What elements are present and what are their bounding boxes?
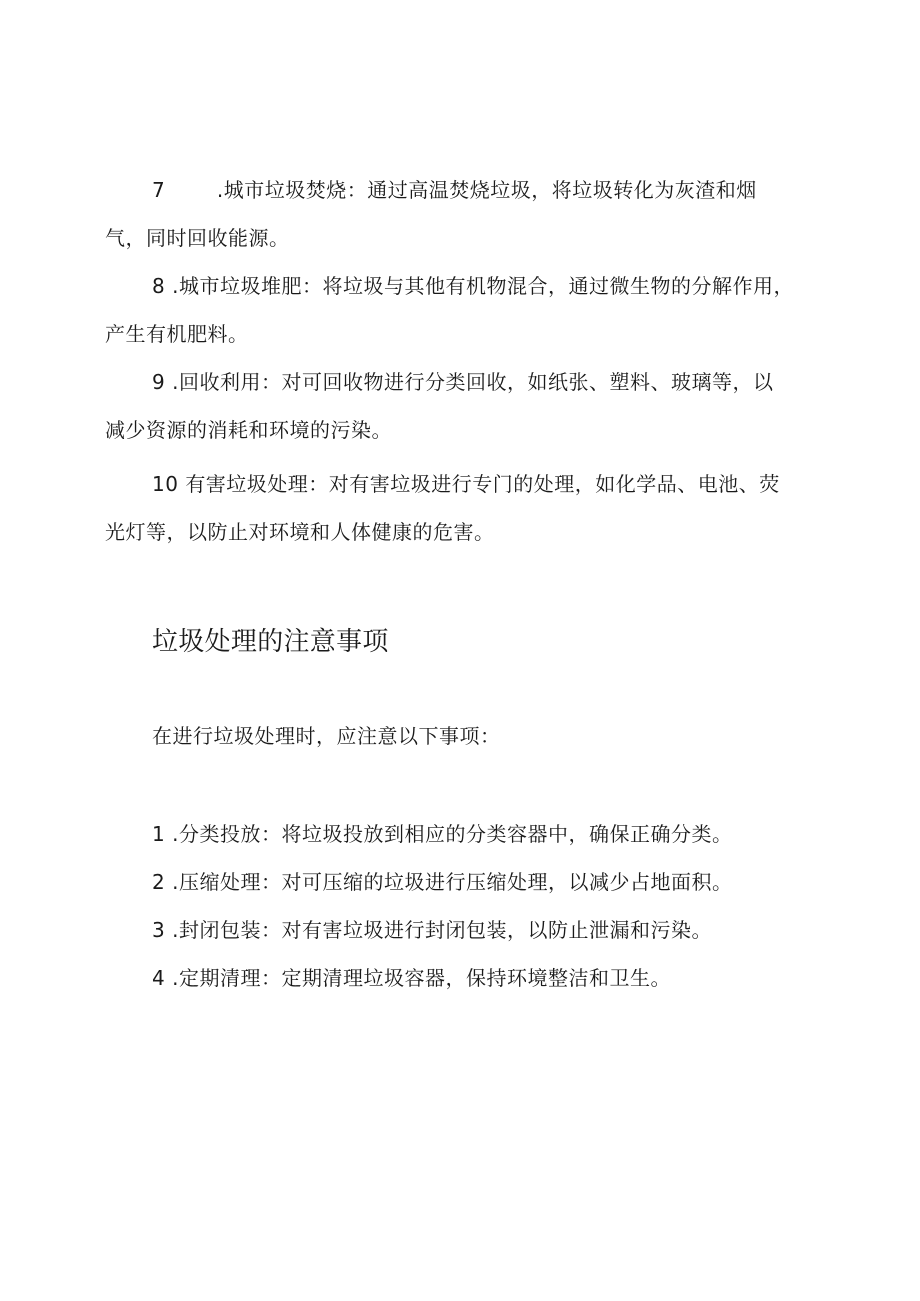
item-text: 分类投放：将垃圾投放到相应的分类容器中，确保正确分类。 [178,822,733,846]
item-number: 8 [152,274,166,298]
item-separator: . [165,822,179,846]
item-separator: . [165,918,179,942]
item-text: 压缩处理：对可压缩的垃圾进行压缩处理，以减少占地面积。 [178,870,733,894]
item-number: 7 [152,178,166,202]
section-heading: 垃圾处理的注意事项 [152,627,389,657]
note-item-2 [152,858,732,906]
method-line-2: 气，同时回收能源。 [105,226,290,250]
method-line-2: 减少资源的消耗和环境的污染。 [105,418,392,442]
item-number: 2 [152,870,166,894]
method-item-7 [105,166,835,262]
item-number: 1 [152,822,166,846]
item-separator: . [210,178,224,202]
item-separator: . [165,274,179,298]
item-text: 有害垃圾处理：对有害垃圾进行专门的处理，如化学品、电池、荧 [185,472,780,496]
method-line-2: 光灯等，以防止对环境和人体健康的危害。 [105,520,495,544]
note-item-4 [152,954,671,1002]
method-item-9 [105,358,835,454]
item-separator: . [165,870,179,894]
method-item-8 [105,262,835,358]
method-line-1 [105,460,835,508]
method-line-1 [105,262,835,310]
item-text: 定期清理：定期清理垃圾容器，保持环境整洁和卫生。 [178,966,671,990]
item-number: 4 [152,966,166,990]
item-separator: . [165,966,179,990]
item-number: 9 [152,370,166,394]
item-separator: . [165,370,179,394]
item-number: 3 [152,918,166,942]
item-text: 回收利用：对可回收物进行分类回收，如纸张、塑料、玻璃等，以 [178,370,774,394]
method-line-1 [105,358,835,406]
item-number: 10 [152,472,179,496]
note-item-3 [152,906,712,954]
note-item-1 [152,810,732,858]
method-line-1 [105,166,835,214]
method-item-10 [105,460,835,556]
item-text: 城市垃圾堆肥：将垃圾与其他有机物混合，通过微生物的分解作用， [178,274,794,298]
section-intro: 在进行垃圾处理时，应注意以下事项： [152,724,501,748]
item-text: 封闭包装：对有害垃圾进行封闭包装，以防止泄漏和污染。 [178,918,712,942]
method-line-2: 产生有机肥料。 [105,322,249,346]
item-text: 城市垃圾焚烧：通过高温焚烧垃圾，将垃圾转化为灰渣和烟 [223,178,757,202]
